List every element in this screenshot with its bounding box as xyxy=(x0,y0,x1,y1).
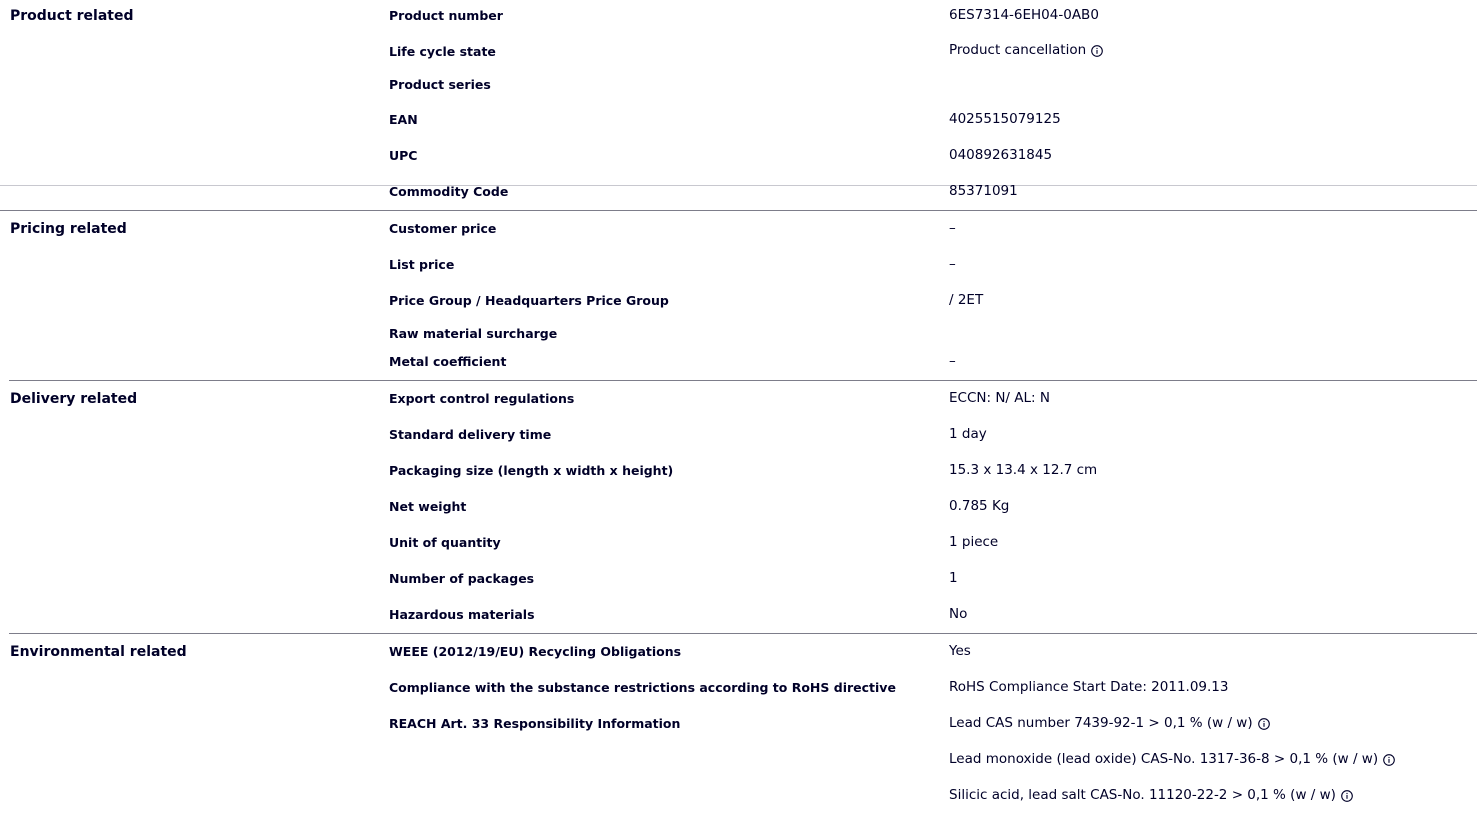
info-circle-icon[interactable] xyxy=(1341,790,1353,802)
label-life-cycle-state: Life cycle state xyxy=(389,44,496,59)
value-reach-silicic-acid: Silicic acid, lead salt CAS-No. 11120-22-2 > 0,1 % (w / w) xyxy=(949,789,1353,803)
value-number-of-packages: 1 xyxy=(949,570,958,586)
value-price-group: / 2ET xyxy=(949,292,984,308)
info-circle-icon[interactable] xyxy=(1091,45,1103,57)
value-commodity-code: 85371091 xyxy=(949,183,1018,199)
section-divider-pricing xyxy=(9,380,1477,381)
label-rohs-compliance: Compliance with the substance restrictions according to RoHS directive xyxy=(389,680,896,695)
section-title-pricing: Pricing related xyxy=(10,221,127,237)
value-life-cycle-state: Product cancellation xyxy=(949,44,1103,58)
label-price-group: Price Group / Headquarters Price Group xyxy=(389,293,669,308)
label-net-weight: Net weight xyxy=(389,499,467,514)
value-unit-of-quantity: 1 piece xyxy=(949,534,999,550)
value-upc: 040892631845 xyxy=(949,147,1053,163)
section-title-delivery: Delivery related xyxy=(10,391,138,407)
label-commodity-code: Commodity Code xyxy=(389,184,509,199)
section-divider-product xyxy=(0,210,1477,211)
label-list-price: List price xyxy=(389,257,455,272)
label-customer-price: Customer price xyxy=(389,221,497,236)
section-title-product: Product related xyxy=(10,8,134,24)
value-rohs-compliance: RoHS Compliance Start Date: 2011.09.13 xyxy=(949,679,1229,695)
value-packaging-size: 15.3 x 13.4 x 12.7 cm xyxy=(949,462,1098,478)
label-ean: EAN xyxy=(389,112,418,127)
value-reach-lead: Lead CAS number 7439-92-1 > 0,1 % (w / w) xyxy=(949,717,1270,731)
value-net-weight: 0.785 Kg xyxy=(949,498,1010,514)
value-weee: Yes xyxy=(949,643,971,659)
section-divider-delivery xyxy=(9,633,1477,634)
label-standard-delivery-time: Standard delivery time xyxy=(389,427,552,442)
value-customer-price: – xyxy=(949,220,956,236)
label-metal-coefficient: Metal coefficient xyxy=(389,354,507,369)
value-export-control: ECCN: N/ AL: N xyxy=(949,390,1050,406)
section-divider-light xyxy=(0,185,1477,186)
value-reach-lead-monoxide: Lead monoxide (lead oxide) CAS-No. 1317-36-8 > 0,1 % (w / w) xyxy=(949,753,1395,767)
info-circle-icon[interactable] xyxy=(1258,718,1270,730)
label-product-series: Product series xyxy=(389,77,491,92)
value-standard-delivery-time: 1 day xyxy=(949,426,987,442)
label-weee: WEEE (2012/19/EU) Recycling Obligations xyxy=(389,644,682,659)
label-raw-material-surcharge: Raw material surcharge xyxy=(389,326,558,341)
label-reach-art33: REACH Art. 33 Responsibility Information xyxy=(389,716,681,731)
value-ean: 4025515079125 xyxy=(949,111,1061,127)
label-export-control: Export control regulations xyxy=(389,391,575,406)
info-circle-icon[interactable] xyxy=(1383,754,1395,766)
value-hazardous-materials: No xyxy=(949,606,968,622)
label-upc: UPC xyxy=(389,148,418,163)
section-title-environmental: Environmental related xyxy=(10,644,187,660)
value-product-number: 6ES7314-6EH04-0AB0 xyxy=(949,7,1099,23)
label-hazardous-materials: Hazardous materials xyxy=(389,607,535,622)
value-list-price: – xyxy=(949,256,956,272)
label-product-number: Product number xyxy=(389,8,503,23)
label-number-of-packages: Number of packages xyxy=(389,571,535,586)
value-metal-coefficient: – xyxy=(949,353,956,369)
label-unit-of-quantity: Unit of quantity xyxy=(389,535,501,550)
label-packaging-size: Packaging size (length x width x height) xyxy=(389,463,674,478)
